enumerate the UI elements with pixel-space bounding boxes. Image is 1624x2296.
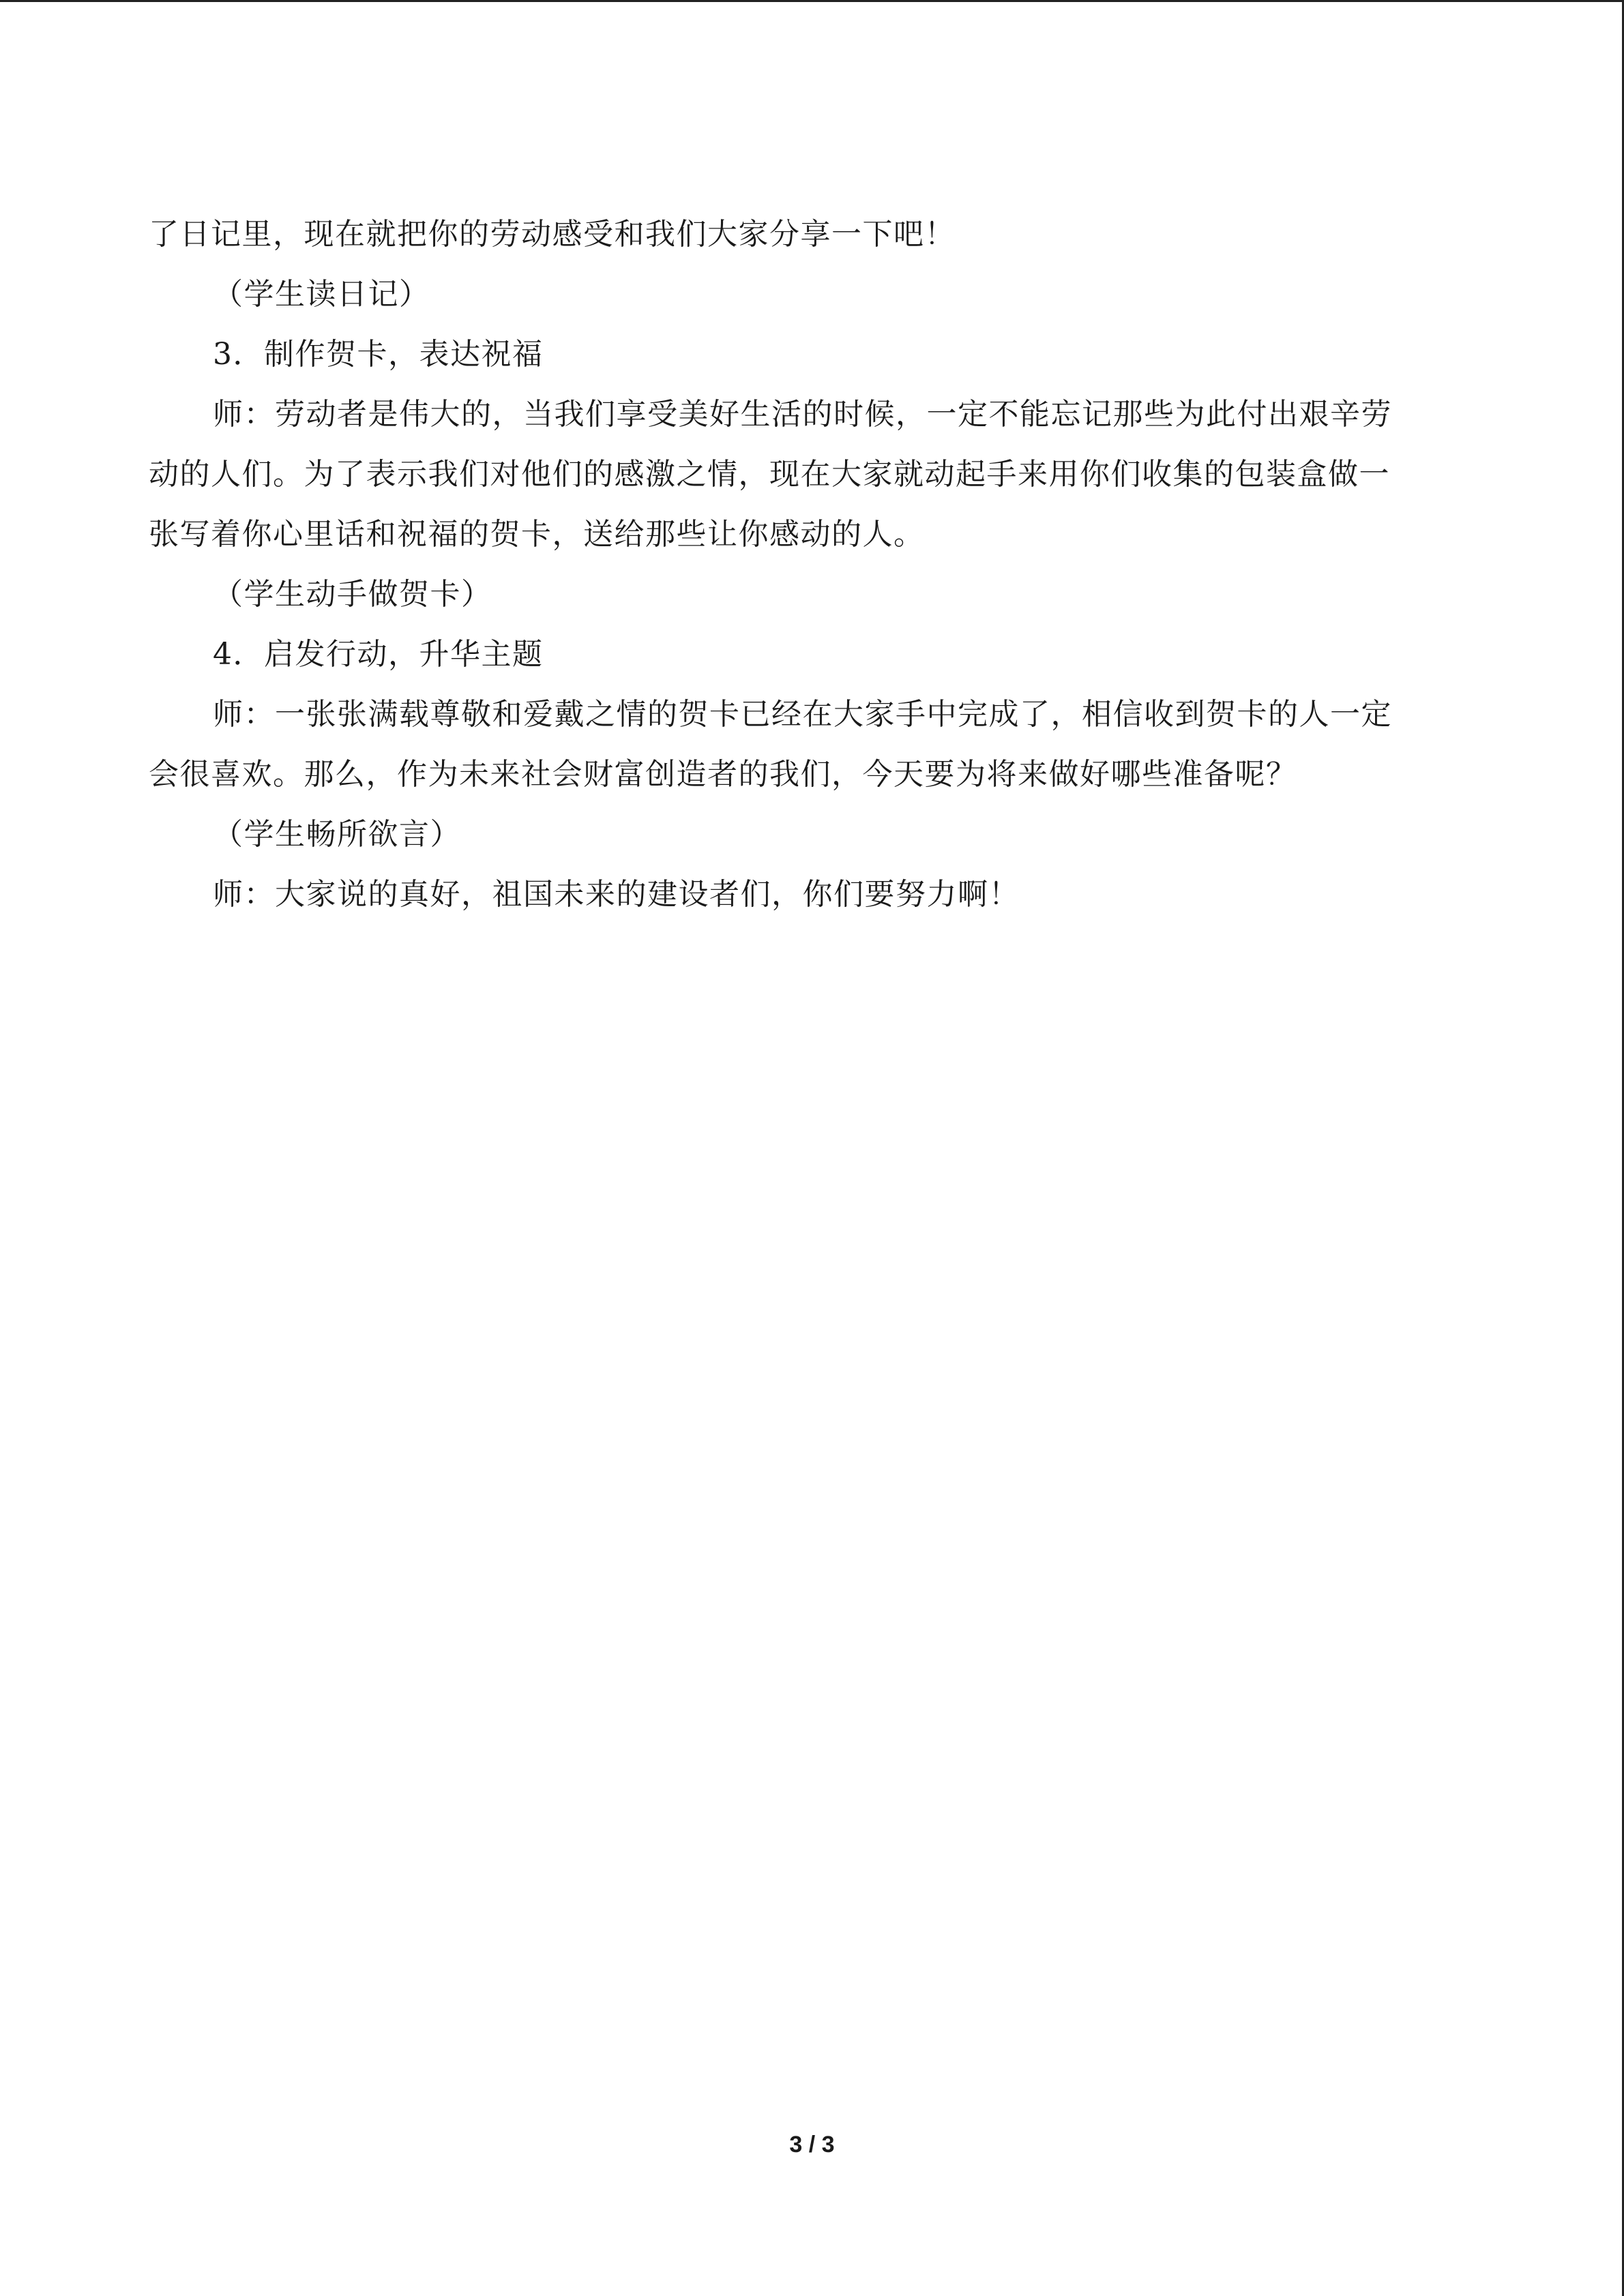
paragraph-line: 会很喜欢。那么，作为未来社会财富创造者的我们，今天要为将来做好哪些准备呢？: [149, 757, 1297, 792]
stage-direction: （学生动手做贺卡）: [213, 577, 492, 612]
stage-direction: （学生读日记）: [213, 277, 430, 312]
page-border-top: [0, 0, 1624, 2]
page-number: 3 / 3: [789, 2132, 835, 2158]
paragraph-line: 张写着你心里话和祝福的贺卡，送给那些让你感动的人。: [149, 517, 925, 552]
paragraph-line: 动的人们。为了表示我们对他们的感激之情，现在大家就动起手来用你们收集的包装盒做一: [149, 457, 1390, 492]
section-heading: 3．制作贺卡，表达祝福: [213, 337, 544, 372]
document-body: [149, 205, 1458, 925]
paragraph-line: 师：一张张满载尊敬和爱戴之情的贺卡已经在大家手中完成了，相信收到贺卡的人一定: [213, 697, 1392, 732]
stage-direction: （学生畅所欲言）: [213, 817, 461, 852]
paragraph-line: 了日记里，现在就把你的劳动感受和我们大家分享一下吧！: [149, 217, 956, 252]
paragraph-line: 师：劳动者是伟大的，当我们享受美好生活的时候，一定不能忘记那些为此付出艰辛劳: [213, 397, 1392, 432]
section-heading: 4．启发行动，升华主题: [213, 637, 544, 672]
paragraph-line: 师：大家说的真好，祖国未来的建设者们，你们要努力啊！: [213, 877, 1020, 912]
